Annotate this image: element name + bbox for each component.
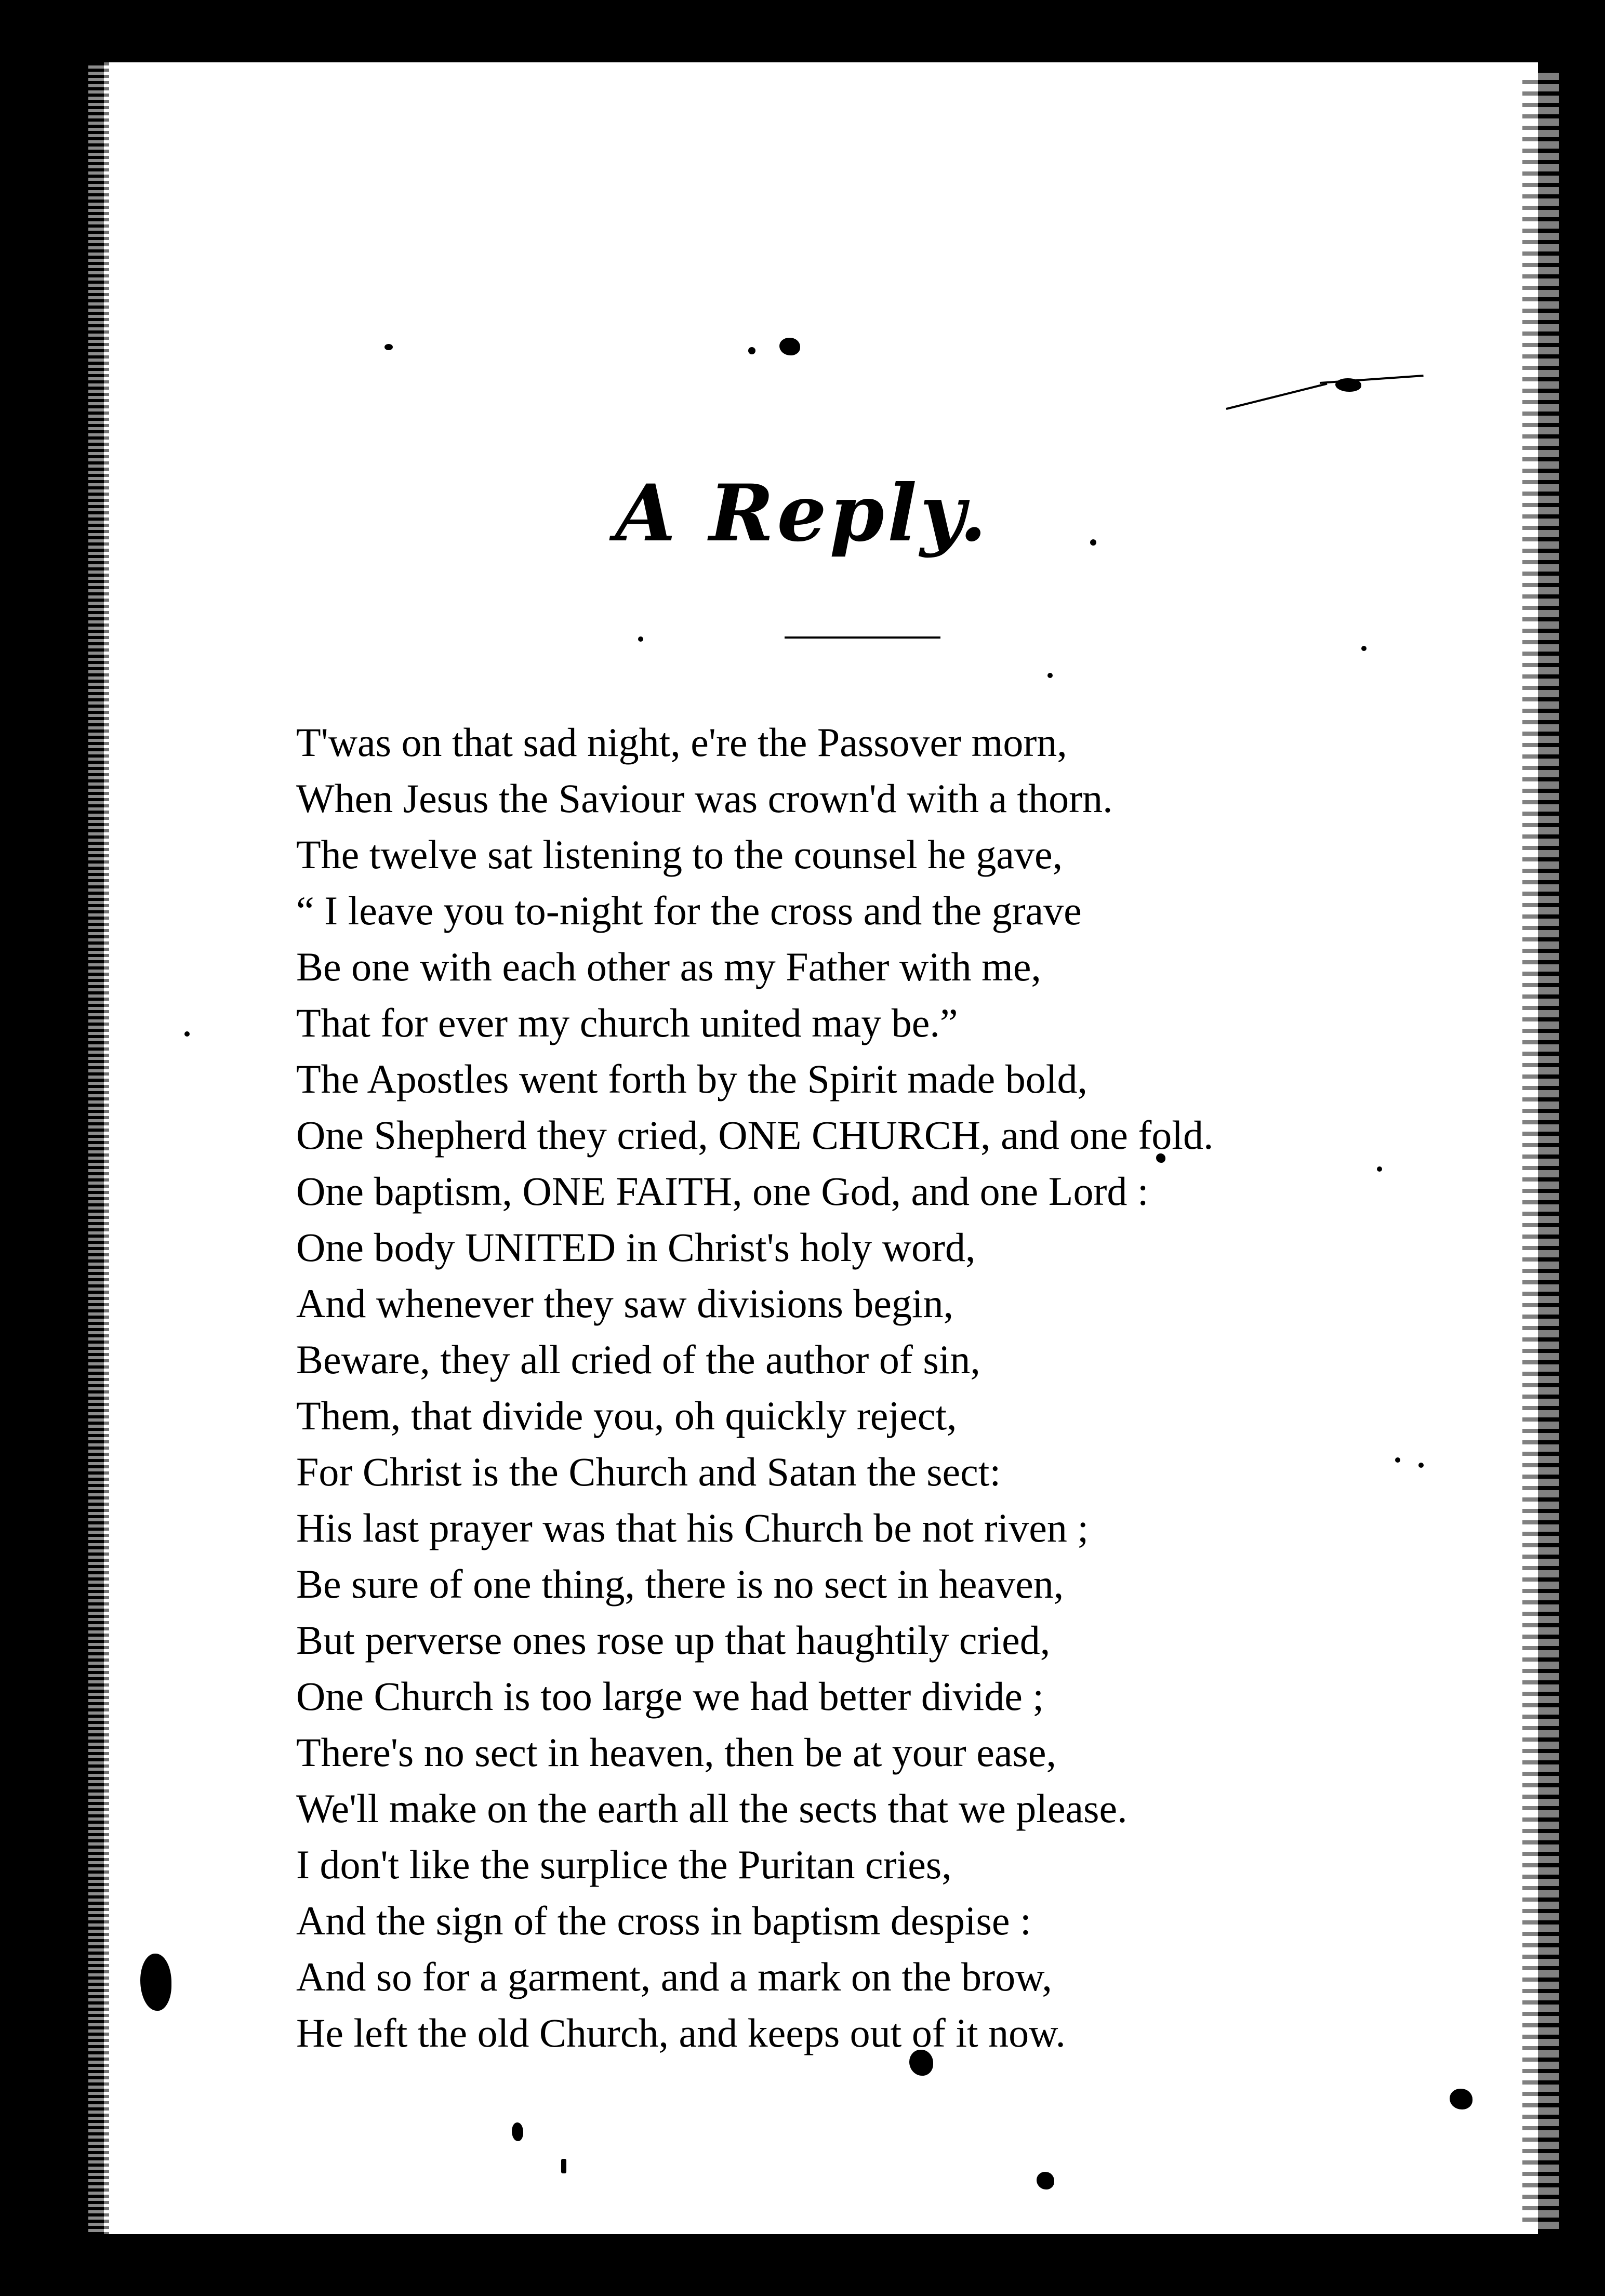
ink-blot bbox=[1450, 2089, 1473, 2109]
ink-speck bbox=[561, 2159, 566, 2173]
poem-line: Them, that divide you, oh quickly reject, bbox=[296, 1393, 957, 1438]
ink-speck bbox=[1395, 1457, 1400, 1463]
page-edge bbox=[1522, 73, 1559, 2229]
poem-line: For Christ is the Church and Satan the sect: bbox=[296, 1449, 1001, 1494]
poem-line: And the sign of the cross in baptism despise : bbox=[296, 1898, 1031, 1943]
ink-blot bbox=[1037, 2172, 1054, 2189]
poem-line: Be one with each other as my Father with me, bbox=[296, 944, 1041, 989]
ink-blot bbox=[1335, 378, 1361, 392]
poem-line: I don't like the surplice the Puritan cries, bbox=[296, 1842, 952, 1887]
poem-line: He left the old Church, and keeps out of it now. bbox=[296, 2010, 1066, 2055]
poem-line: Be sure of one thing, there is no sect in heaven, bbox=[296, 1561, 1064, 1607]
ink-speck bbox=[184, 1031, 190, 1037]
poem-line: That for ever my church united may be.” bbox=[296, 1000, 958, 1045]
poem-text bbox=[296, 714, 1387, 2061]
ink-blot bbox=[512, 2122, 523, 2141]
ink-speck bbox=[638, 636, 643, 642]
ink-speck bbox=[1418, 1463, 1424, 1468]
ink-blot bbox=[779, 338, 800, 355]
binding-edge bbox=[88, 62, 109, 2234]
poem-line: One Shepherd they cried, ONE CHURCH, and one fold. bbox=[296, 1112, 1214, 1158]
poem-line: One body UNITED in Christ's holy word, bbox=[296, 1225, 976, 1270]
poem-line: There's no sect in heaven, then be at your ease, bbox=[296, 1730, 1056, 1775]
poem-line: One Church is too large we had better divide ; bbox=[296, 1674, 1044, 1719]
poem-line: We'll make on the earth all the sects that we please. bbox=[296, 1786, 1128, 1831]
poem-line: The Apostles went forth by the Spirit made bold, bbox=[296, 1056, 1087, 1101]
poem-line: And whenever they saw divisions begin, bbox=[296, 1281, 954, 1326]
ink-speck bbox=[384, 344, 393, 350]
poem-line: One baptism, ONE FAITH, one God, and one Lord : bbox=[296, 1169, 1149, 1214]
poem-line: “ I leave you to-night for the cross and the grave bbox=[296, 888, 1082, 933]
poem-line: And so for a garment, and a mark on the brow, bbox=[296, 1954, 1052, 1999]
ink-speck bbox=[748, 347, 755, 354]
poem-line: His last prayer was that his Church be not riven ; bbox=[296, 1505, 1089, 1550]
poem-line: The twelve sat listening to the counsel he gave, bbox=[296, 832, 1063, 877]
ink-blot bbox=[140, 1954, 171, 2011]
ink-speck bbox=[1361, 646, 1367, 651]
poem-line: But perverse ones rose up that haughtily cried, bbox=[296, 1617, 1051, 1663]
page-title: A Reply. bbox=[615, 468, 990, 559]
ink-speck bbox=[1047, 673, 1053, 678]
poem-line: Beware, they all cried of the author of sin, bbox=[296, 1337, 980, 1382]
poem-line: When Jesus the Saviour was crown'd with a thorn. bbox=[296, 776, 1113, 821]
title-rule bbox=[785, 636, 940, 639]
poem-line: T'was on that sad night, e're the Passover morn, bbox=[296, 720, 1067, 765]
